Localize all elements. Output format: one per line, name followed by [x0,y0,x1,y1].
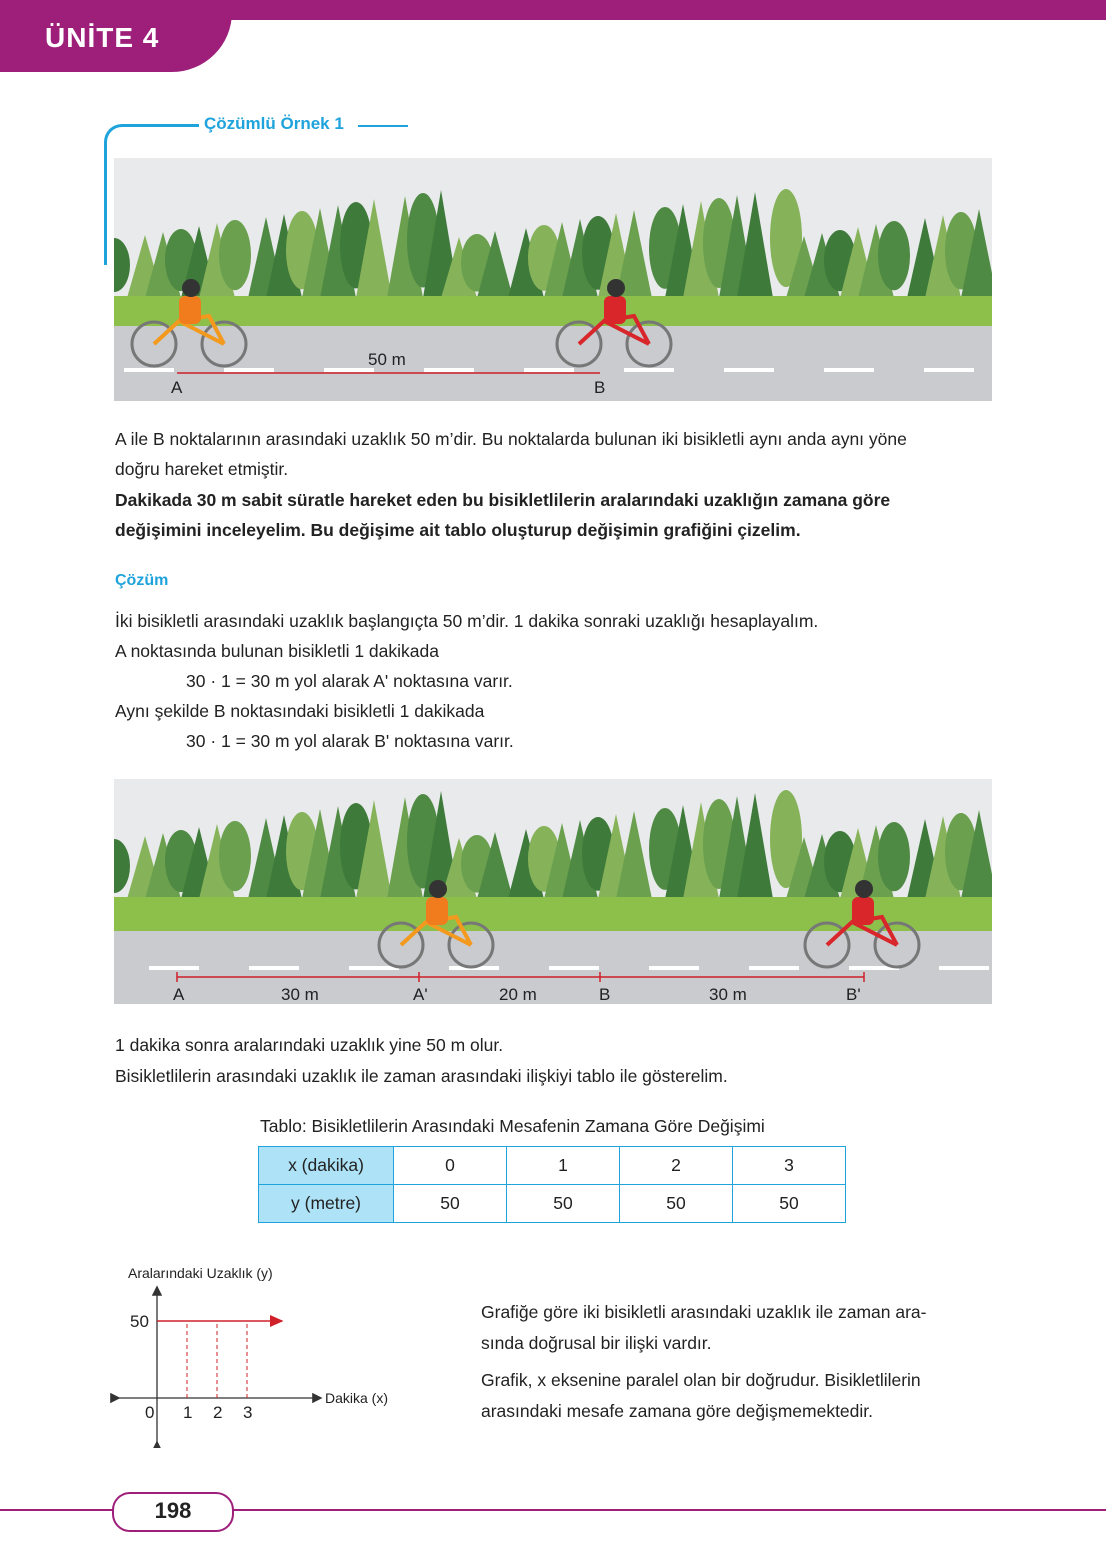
problem-bold-1: Dakikada 30 m sabit süratle hareket eden bu bisikletlilerin aralarındaki uzaklığın zamana göre [115,490,891,510]
chart-x-tick-label: 3 [243,1403,253,1422]
table-cell: 1 [507,1147,620,1185]
scene-2-distance-3: 30 m [709,985,747,1004]
scene-1-point-a: A [171,378,183,397]
table-cell: 3 [733,1147,846,1185]
chart-x-axis-label: Dakika (x) [325,1390,389,1406]
table-cell: 50 [394,1185,507,1223]
table-cell: 50 [620,1185,733,1223]
table-caption: Tablo: Bisikletlilerin Arasındaki Mesafenin Zamana Göre Değişimi [260,1116,765,1136]
problem-line-2: doğru hareket etmiştir. [115,459,289,479]
problem-line-1: A ile B noktalarının arasındaki uzaklık 50 m’dir. Bu noktalarda bulunan iki bisikletli aynı anda aynı yöne [115,429,907,449]
scene-2-distance-2: 20 m [499,985,537,1004]
table-header-y: y (metre) [259,1185,394,1223]
explanation-line-1: Grafiğe göre iki bisikletli arasındaki uzaklık ile zaman ara- [481,1302,927,1322]
scene-1-illustration [114,158,992,401]
table-cell: 2 [620,1147,733,1185]
solution-label: Çözüm [115,572,169,589]
table-row-x [259,1147,846,1185]
example-title: Çözümlü Örnek 1 [204,114,344,133]
chart-x-tick-label: 0 [145,1403,155,1422]
distance-table [258,1146,846,1223]
table-cell: 50 [733,1185,846,1223]
problem-bold-2: değişimini inceleyelim. Bu değişime ait tablo oluşturup değişimin grafiğini çizelim. [115,520,801,540]
chart-y-tick-label: 50 [130,1312,149,1331]
example-title-line [358,125,408,127]
unit-title: ÜNİTE 4 [45,22,160,53]
chart-y-axis-label: Aralarındaki Uzaklık (y) [128,1265,273,1281]
solution-line-5: 30 · 1 = 30 m yol alarak B' noktasına varır. [186,731,514,751]
scene-1-distance-label: 50 m [368,350,406,369]
table-header-x: x (dakika) [259,1147,394,1185]
solution-line-2: A noktasında bulunan bisikletli 1 dakikada [115,641,439,661]
tree-icon [219,821,251,891]
tree-icon [878,822,910,891]
solution-line-3: 30 · 1 = 30 m yol alarak A' noktasına varır. [186,671,513,691]
explanation-line-2: sında doğrusal bir ilişki vardır. [481,1333,712,1353]
explanation-line-3: Grafik, x eksenine paralel olan bir doğrudur. Bisikletlilerin [481,1370,921,1390]
solution-line-4: Aynı şekilde B noktasındaki bisikletli 1 dakikada [115,701,485,721]
chart-x-tick-label: 2 [213,1403,223,1422]
solution-line-1: İki bisikletli arasındaki uzaklık başlangıçta 50 m’dir. 1 dakika sonraki uzaklığı hesaplayalım. [115,611,819,631]
scene-1-point-b: B [594,378,606,397]
scene-2-point-a-prime: A' [413,985,428,1004]
explanation-line-4: arasındaki mesafe zamana göre değişmemektedir. [481,1401,874,1421]
chart-x-tick-label: 1 [183,1403,193,1422]
tree-icon [219,220,251,290]
table-cell: 50 [507,1185,620,1223]
after-line-2: Bisikletlilerin arasındaki uzaklık ile zaman arasındaki ilişkiyi tablo ile gösterelim. [115,1066,728,1086]
scene-2-point-b: B [599,985,611,1004]
after-line-1: 1 dakika sonra aralarındaki uzaklık yine 50 m olur. [115,1035,504,1055]
scene-2-distance-1: 30 m [281,985,319,1004]
table-cell: 0 [394,1147,507,1185]
page-number: 198 [154,1498,192,1523]
tree-icon [878,221,910,290]
distance-time-chart [110,1258,420,1448]
scene-2-illustration [114,779,992,1004]
scene-1-svg [114,158,992,401]
scene-2-svg [114,779,992,1004]
table-row-y [259,1185,846,1223]
scene-2-point-b-prime: B' [846,985,861,1004]
scene-2-point-a: A [173,985,185,1004]
